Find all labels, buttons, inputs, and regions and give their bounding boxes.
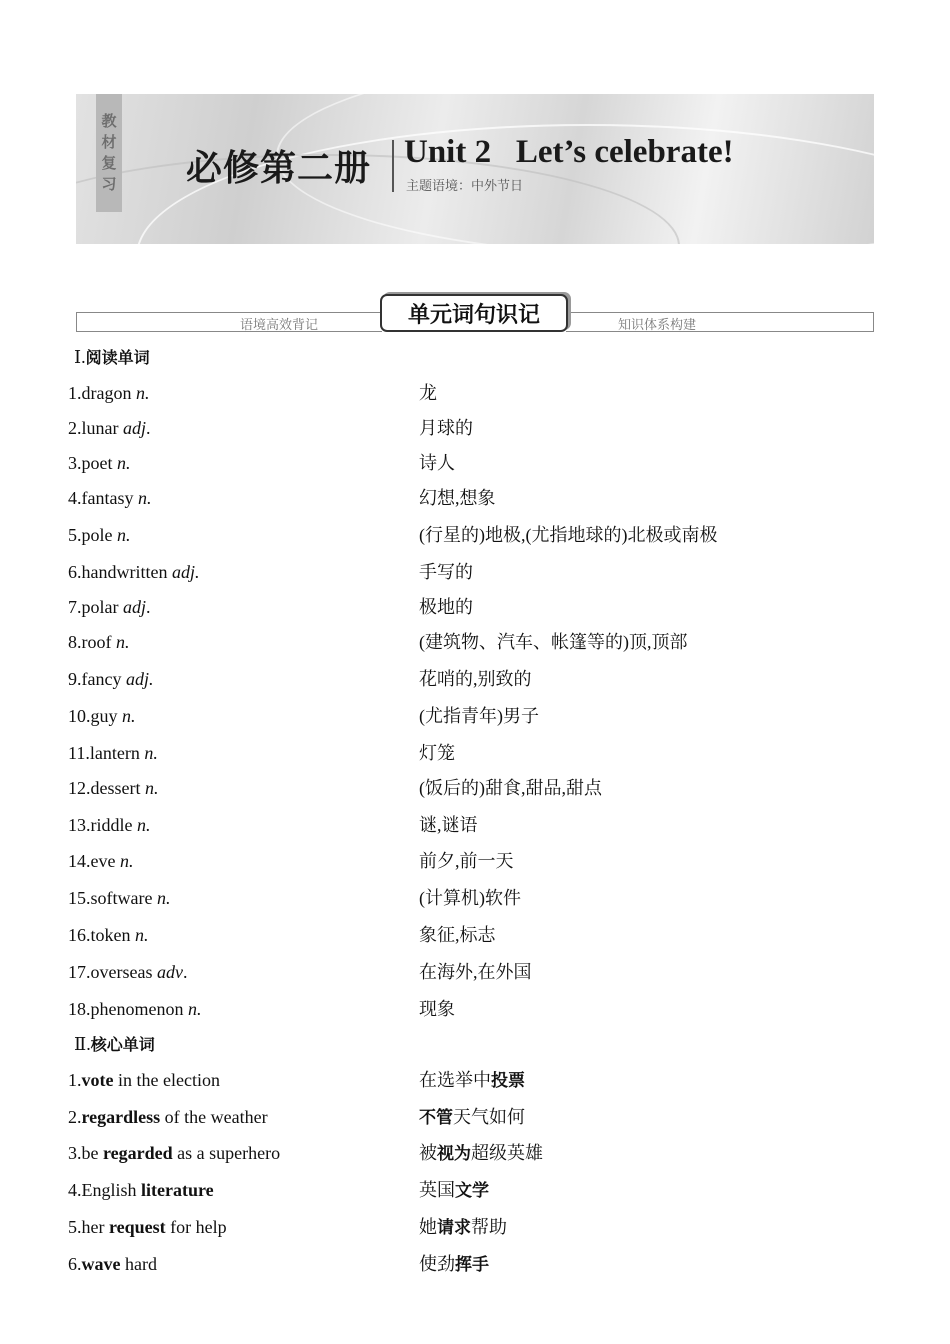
pos-suffix: . — [182, 962, 188, 982]
keyword: regardless — [81, 1107, 161, 1127]
chinese-meaning: 灯笼 — [419, 743, 455, 763]
part-of-speech: n. — [135, 383, 150, 403]
english-word: eve — [90, 851, 120, 871]
translation-prefix: 英国 — [419, 1180, 455, 1200]
word-entry — [68, 416, 151, 440]
reading-word-row — [68, 667, 868, 691]
word-entry — [68, 849, 133, 873]
part-of-speech: adj. — [125, 669, 154, 689]
phrase-entry — [68, 1105, 268, 1129]
reading-word-row — [68, 381, 868, 405]
part-of-speech: adj — [122, 418, 146, 438]
item-number: 5. — [68, 1217, 82, 1237]
translation-keyword: 请求 — [437, 1218, 471, 1238]
reading-word-row — [68, 960, 868, 984]
english-word: riddle — [90, 815, 137, 835]
word-entry — [68, 486, 151, 510]
item-number: 1. — [68, 383, 82, 403]
english-word: handwritten — [81, 562, 172, 582]
english-word: dessert — [90, 778, 145, 798]
section-header-title-text: 单元词句识记 — [407, 302, 540, 328]
word-entry — [68, 886, 170, 910]
chinese-meaning: 诗人 — [419, 453, 455, 473]
side-tab-char: 材 — [101, 133, 117, 151]
core-word-row — [68, 1178, 868, 1202]
core-word-row — [68, 1215, 868, 1239]
chinese-meaning: (饭后的)甜食,甜品,甜点 — [419, 778, 602, 798]
item-number: 17. — [68, 962, 91, 982]
english-word: fantasy — [81, 488, 138, 508]
chinese-meaning: 前夕,前一天 — [419, 851, 514, 871]
phrase-entry — [68, 1178, 214, 1202]
word-entry — [68, 595, 151, 619]
word-entry — [68, 741, 158, 765]
item-number: 6. — [68, 562, 82, 582]
chinese-meaning: 龙 — [419, 383, 437, 403]
english-word: roof — [81, 632, 116, 652]
english-word: lunar — [81, 418, 123, 438]
translation-prefix: 在选举中 — [419, 1070, 491, 1090]
section-header-right-label: 知识体系构建 — [618, 318, 697, 333]
phrase-entry — [68, 1215, 227, 1239]
item-number: 3. — [68, 1143, 82, 1163]
section-header-title — [380, 294, 568, 332]
part-of-speech: n. — [135, 925, 149, 945]
item-number: 10. — [68, 706, 91, 726]
section-number: Ⅰ. — [74, 347, 86, 367]
reading-word-row — [68, 741, 868, 765]
reading-word-row — [68, 416, 868, 440]
chinese-meaning: 现象 — [419, 999, 455, 1019]
english-word: overseas — [90, 962, 157, 982]
section-number: Ⅱ. — [74, 1034, 91, 1054]
pos-suffix: . — [146, 597, 151, 617]
word-entry — [68, 381, 149, 405]
english-word: guy — [90, 706, 122, 726]
chinese-meaning: 月球的 — [419, 418, 473, 438]
reading-word-row — [68, 451, 868, 475]
word-entry — [68, 523, 131, 547]
word-entry — [68, 960, 187, 984]
reading-word-row — [68, 486, 868, 510]
translation-suffix: 帮助 — [471, 1217, 507, 1237]
chinese-meaning: 象征,标志 — [419, 925, 496, 945]
word-entry — [68, 997, 201, 1021]
phrase-translation — [419, 1068, 525, 1093]
section-header-left-label: 语境高效背记 — [240, 318, 319, 333]
phrase-suffix: in the election — [113, 1070, 220, 1090]
side-tab-char: 习 — [101, 175, 117, 193]
core-word-row — [68, 1141, 868, 1165]
item-number: 2. — [68, 418, 82, 438]
translation-keyword: 视为 — [437, 1144, 471, 1164]
side-tab-char: 教 — [101, 112, 117, 130]
part-of-speech: n. — [116, 632, 130, 652]
keyword: literature — [141, 1180, 214, 1200]
chinese-meaning: (尤指青年)男子 — [419, 706, 539, 726]
part-of-speech: adj. — [171, 562, 200, 582]
item-number: 12. — [68, 778, 91, 798]
title-divider — [392, 140, 394, 192]
item-number: 2. — [68, 1107, 82, 1127]
theme-context: 主题语境：中外节日 — [406, 179, 524, 194]
phrase-suffix: of the weather — [160, 1107, 268, 1127]
item-number: 14. — [68, 851, 91, 871]
translation-prefix: 使劲 — [419, 1254, 455, 1274]
word-entry — [68, 813, 151, 837]
translation-suffix: 天气如何 — [453, 1107, 525, 1127]
phrase-translation — [419, 1215, 507, 1240]
reading-word-row — [68, 813, 868, 837]
reading-word-row — [68, 923, 868, 947]
word-entry — [68, 923, 149, 947]
item-number: 3. — [68, 453, 82, 473]
phrase-prefix: English — [81, 1180, 142, 1200]
part-of-speech: n. — [119, 851, 134, 871]
item-number: 6. — [68, 1254, 82, 1274]
reading-word-row — [68, 560, 868, 584]
phrase-prefix: be — [81, 1143, 103, 1163]
english-word: pole — [81, 525, 117, 545]
part-of-speech: n. — [117, 525, 131, 545]
chinese-meaning: 在海外,在外国 — [419, 962, 532, 982]
item-number: 4. — [68, 488, 82, 508]
phrase-translation — [419, 1105, 525, 1130]
english-word: dragon — [81, 383, 136, 403]
translation-prefix: 她 — [419, 1217, 437, 1237]
section-header-left-frame — [76, 312, 382, 332]
keyword: regarded — [103, 1143, 173, 1163]
item-number: 5. — [68, 525, 82, 545]
keyword: vote — [81, 1070, 114, 1090]
word-entry — [68, 451, 131, 475]
chinese-meaning: (建筑物、汽车、帐篷等的)顶,顶部 — [419, 632, 688, 652]
translation-keyword: 文学 — [455, 1181, 489, 1201]
section-header-rule — [76, 312, 380, 313]
item-number: 8. — [68, 632, 82, 652]
chinese-meaning: 幻想,想象 — [419, 488, 496, 508]
section-header-right-frame — [566, 312, 874, 332]
part-of-speech: n. — [144, 743, 158, 763]
word-entry — [68, 667, 154, 691]
english-word: polar — [81, 597, 123, 617]
textbook-review-tab — [96, 94, 122, 212]
part-of-speech: n. — [144, 778, 159, 798]
english-word: lantern — [89, 743, 145, 763]
book-title: 必修第二册 — [186, 148, 372, 189]
item-number: 4. — [68, 1180, 82, 1200]
item-number: 11. — [68, 743, 90, 763]
translation-keyword: 挥手 — [455, 1255, 489, 1275]
phrase-suffix: as a superhero — [172, 1143, 281, 1163]
phrase-translation — [419, 1178, 489, 1203]
phrase-suffix: hard — [120, 1254, 157, 1274]
item-number: 15. — [68, 888, 91, 908]
item-number: 1. — [68, 1070, 82, 1090]
chinese-meaning: 极地的 — [419, 597, 473, 617]
english-word: poet — [81, 453, 117, 473]
chinese-meaning: 花哨的,别致的 — [419, 669, 532, 689]
translation-keyword: 不管 — [419, 1108, 453, 1128]
chinese-meaning: 谜,谜语 — [419, 815, 478, 835]
item-number: 7. — [68, 597, 82, 617]
reading-word-row — [68, 523, 868, 547]
phrase-entry — [68, 1141, 280, 1165]
pos-suffix: . — [146, 418, 151, 438]
english-word: software — [90, 888, 157, 908]
translation-keyword: 投票 — [491, 1071, 525, 1091]
phrase-entry — [68, 1068, 220, 1092]
reading-word-row — [68, 997, 868, 1021]
phrase-suffix: for help — [165, 1217, 227, 1237]
core-words-title — [74, 1032, 155, 1057]
translation-suffix: 超级英雄 — [471, 1143, 543, 1163]
english-word: phenomenon — [90, 999, 188, 1019]
reading-word-row — [68, 630, 868, 654]
reading-word-row — [68, 886, 868, 910]
phrase-prefix: her — [81, 1217, 109, 1237]
keyword: request — [108, 1217, 166, 1237]
part-of-speech: n. — [137, 815, 151, 835]
part-of-speech: n. — [117, 453, 131, 473]
reading-word-row — [68, 849, 868, 873]
part-of-speech: n. — [187, 999, 202, 1019]
item-number: 18. — [68, 999, 91, 1019]
word-entry — [68, 776, 158, 800]
side-tab-char: 复 — [101, 154, 117, 172]
reading-word-row — [68, 595, 868, 619]
section-title-text: 阅读单词 — [85, 348, 150, 367]
reading-word-row — [68, 776, 868, 800]
word-entry — [68, 560, 200, 584]
keyword: wave — [81, 1254, 121, 1274]
item-number: 16. — [68, 925, 91, 945]
word-entry — [68, 630, 130, 654]
section-header-rule — [568, 312, 874, 313]
chinese-meaning: (行星的)地极,(尤指地球的)北极或南极 — [419, 525, 718, 545]
part-of-speech: n. — [122, 706, 136, 726]
part-of-speech: adv — [156, 962, 183, 982]
core-word-row — [68, 1252, 868, 1276]
phrase-entry — [68, 1252, 157, 1276]
item-number: 13. — [68, 815, 91, 835]
english-word: fancy — [81, 669, 126, 689]
word-entry — [68, 704, 136, 728]
part-of-speech: n. — [156, 888, 171, 908]
unit-title: Unit 2 Let’s celebrate! — [404, 134, 734, 170]
part-of-speech: n. — [137, 488, 152, 508]
chinese-meaning: 手写的 — [419, 562, 473, 582]
part-of-speech: adj — [122, 597, 146, 617]
english-word: token — [90, 925, 135, 945]
reading-words-title — [74, 345, 150, 370]
core-word-row — [68, 1068, 868, 1092]
section-title-text: 核心单词 — [90, 1035, 155, 1054]
phrase-translation — [419, 1252, 489, 1277]
phrase-translation — [419, 1141, 543, 1166]
translation-prefix: 被 — [419, 1143, 437, 1163]
reading-word-row — [68, 704, 868, 728]
item-number: 9. — [68, 669, 82, 689]
core-word-row — [68, 1105, 868, 1129]
chinese-meaning: (计算机)软件 — [419, 888, 521, 908]
